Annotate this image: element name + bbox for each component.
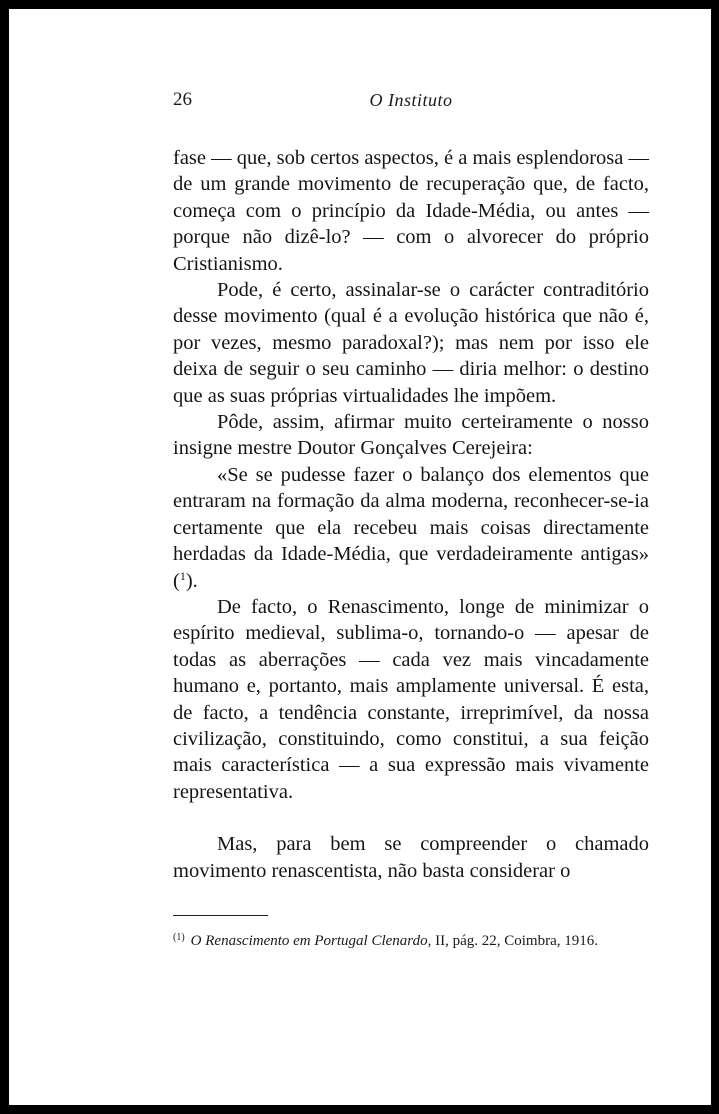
paragraph-3: Pôde, assim, afirmar muito certeiramente o nosso insigne mestre Doutor Gonçalves Cerejeira: <box>173 411 649 460</box>
footnote-reference[interactable]: 1 <box>179 568 186 583</box>
footnote-divider <box>173 915 268 916</box>
quotation-paragraph <box>173 462 649 594</box>
paragraph-6: Mas, para bem se compreender o chamado movimento renascentista, não basta considerar o <box>173 833 649 882</box>
paragraph-2: Pode, é certo, assinalar-se o carácter contraditório desse movimento (qual é a evolução histórica que não é, por vezes, mesmo paradoxal?); mas nem por isso ele deixa de seguir o seu caminho — diria melhor: o destino que as suas próprias virtualidades lhe impõem. <box>173 279 649 407</box>
footnote-title: O Renascimento em Portugal Clenardo, <box>190 933 432 949</box>
footnote <box>173 931 649 951</box>
body-text <box>173 145 649 884</box>
quote-ref-close: ). <box>185 569 198 592</box>
page-number: 26 <box>173 89 192 110</box>
page-header <box>173 89 649 119</box>
quotation-text: «Se se pudesse fazer o balanço dos elementos que entraram na formação da alma moderna, reconhecer-se-ia certamente que ela recebeu mais coisas directamente herdadas da Idade-Média, que verdadeiramente antigas» <box>173 463 649 566</box>
paragraph-1: fase — que, sob certos aspectos, é a mais esplendorosa — de um grande movimento de recuperação que, de facto, começa com o princípio da Idade-Média, ou antes — porque não dizê-lo? — com o alvorecer do próprio Cristianismo. <box>173 147 649 275</box>
running-title: O Instituto <box>369 90 453 110</box>
paragraph-5: De facto, o Renascimento, longe de minimizar o espírito medieval, sublima-o, tornando-o — apesar de todas as aberrações — cada vez mais vincadamente humano e, portanto, mais amplamente universal. É esta, de facto, a tendência constante, irreprimível, da nossa civilização, constituindo, como constitui, a sua feição mais característica — a sua expressão mais vivamente representativa. <box>173 595 649 803</box>
footnote-marker: (1) <box>173 932 185 943</box>
footnote-volume: II, <box>435 933 449 949</box>
document-page <box>9 9 711 1105</box>
footnote-rest: pág. 22, Coimbra, 1916. <box>452 933 598 949</box>
quote-ref-open: ( <box>173 569 180 592</box>
